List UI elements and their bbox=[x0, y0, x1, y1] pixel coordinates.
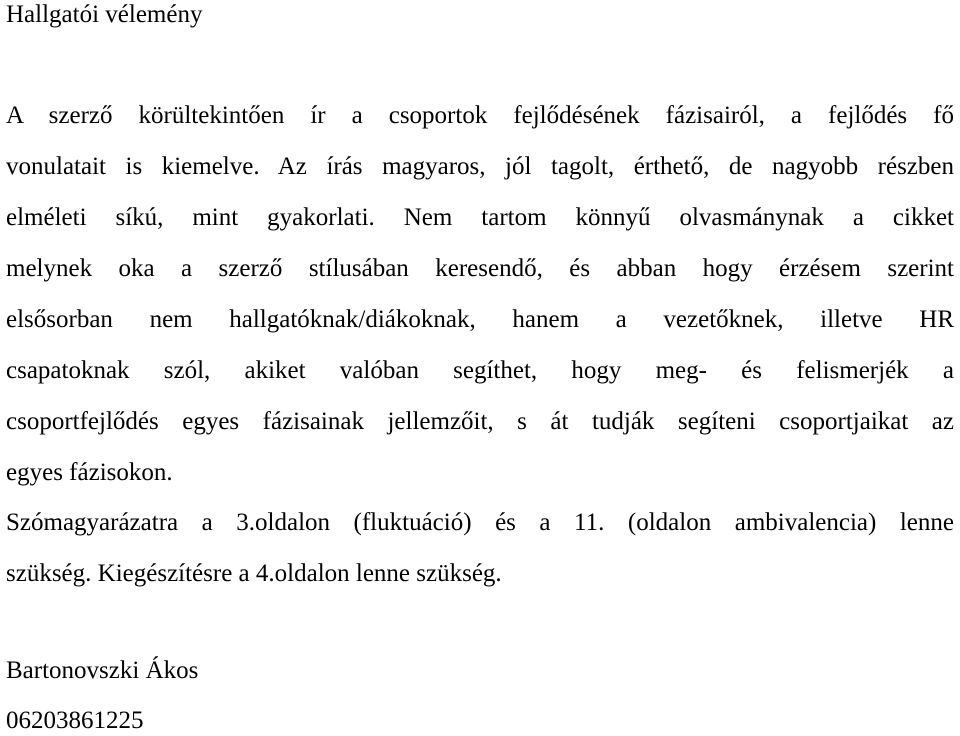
paragraph-line: egyes fázisokon. bbox=[6, 459, 173, 486]
review-paragraph bbox=[6, 90, 954, 498]
paragraph-line: Szómagyarázatra a 3.oldalon (fluktuáció) és a 11. (oldalon ambivalencia) lenne bbox=[6, 509, 954, 536]
paragraph-line: csapatoknak szól, akiket valóban segíthet, hogy meg- és felismerjék a bbox=[6, 357, 954, 384]
signature-name: Bartonovszki Ákos bbox=[6, 657, 199, 684]
paragraph-line: elméleti síkú, mint gyakorlati. Nem tartom könnyű olvasmánynak a cikket bbox=[6, 204, 954, 231]
paragraph-line: szükség. Kiegészítésre a 4.oldalon lenne szükség. bbox=[6, 560, 502, 587]
paragraph-line: elsősorban nem hallgatóknak/diákoknak, hanem a vezetőknek, illetve HR bbox=[6, 306, 954, 333]
paragraph-line: A szerző körültekintően ír a csoportok fejlődésének fázisairól, a fejlődés fő bbox=[6, 102, 954, 129]
suggestion-paragraph bbox=[6, 497, 954, 599]
paragraph-line: csoportfejlődés egyes fázisainak jellemzőit, s át tudják segíteni csoportjaikat az bbox=[6, 408, 954, 435]
document-title: Hallgatói vélemény bbox=[6, 1, 203, 28]
signature-phone: 06203861225 bbox=[6, 707, 144, 734]
paragraph-line: vonulatait is kiemelve. Az írás magyaros, jól tagolt, érthető, de nagyobb részben bbox=[6, 153, 954, 180]
paragraph-line: melynek oka a szerző stílusában keresendő, és abban hogy érzésem szerint bbox=[6, 255, 954, 282]
